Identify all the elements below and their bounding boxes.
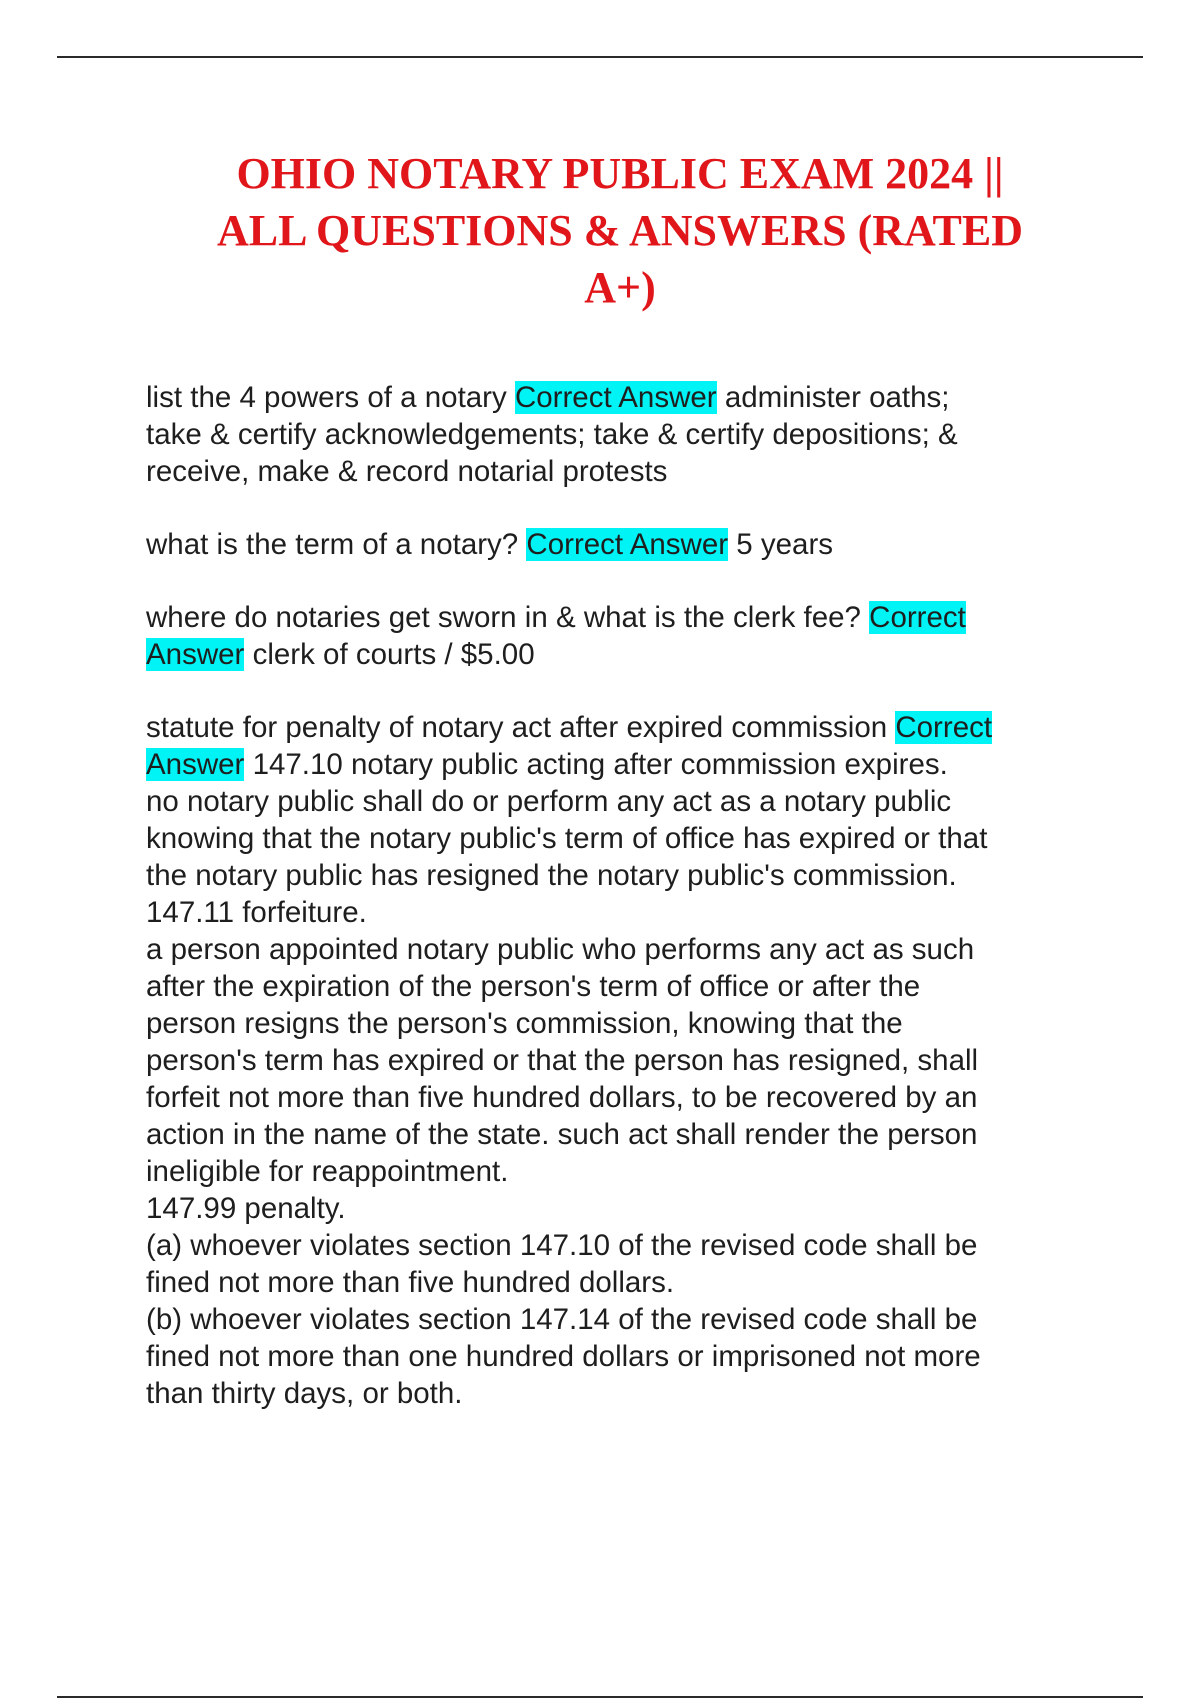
answer-line: knowing that the notary public's term of office has expired or that bbox=[146, 822, 988, 855]
title-line-1: OHIO NOTARY PUBLIC EXAM 2024 || bbox=[236, 149, 1004, 198]
answer-line: person resigns the person's commission, knowing that the bbox=[146, 1007, 903, 1040]
answer-marker: Correct bbox=[895, 711, 993, 744]
question-text: list the 4 powers of a notary bbox=[146, 381, 507, 414]
qa-line bbox=[146, 709, 1146, 746]
answer-marker: Correct Answer bbox=[526, 528, 729, 561]
question-text: where do notaries get sworn in & what is the clerk fee? bbox=[146, 601, 861, 634]
answer-line: after the expiration of the person's term of office or after the bbox=[146, 970, 921, 1003]
question-text: statute for penalty of notary act after expired commission bbox=[146, 711, 888, 744]
answer-line: (a) whoever violates section 147.10 of the revised code shall be bbox=[146, 1229, 978, 1262]
answer-line: action in the name of the state. such act shall render the person bbox=[146, 1118, 978, 1151]
answer-line: take & certify acknowledgements; take & certify depositions; & bbox=[146, 418, 958, 451]
answer-line: 147.99 penalty. bbox=[146, 1192, 346, 1225]
answer-line: 147.11 forfeiture. bbox=[146, 896, 367, 929]
title-line-3: A+) bbox=[584, 263, 656, 312]
answer-line: ineligible for reappointment. bbox=[146, 1155, 509, 1188]
answer-line: receive, make & record notarial protests bbox=[146, 455, 668, 488]
qa-line bbox=[146, 379, 1146, 416]
qa-line bbox=[146, 636, 1146, 673]
qa-item-term bbox=[146, 526, 1146, 563]
answer-line: fined not more than one hundred dollars or imprisoned not more bbox=[146, 1340, 981, 1373]
answer-marker: Correct Answer bbox=[514, 381, 717, 414]
qa-line bbox=[146, 746, 1146, 783]
qa-line bbox=[146, 526, 1146, 563]
qa-item-expired-commission bbox=[146, 709, 1146, 1412]
qa-item-powers bbox=[146, 379, 1146, 490]
qa-line bbox=[146, 599, 1146, 636]
answer-line: fined not more than five hundred dollars. bbox=[146, 1266, 675, 1299]
answer-line: the notary public has resigned the notary public's commission. bbox=[146, 859, 957, 892]
answer-line: than thirty days, or both. bbox=[146, 1377, 463, 1410]
qa-content bbox=[146, 379, 1146, 1448]
answer-text: clerk of courts / $5.00 bbox=[252, 638, 535, 671]
answer-marker: Answer bbox=[146, 748, 245, 781]
answer-text: 5 years bbox=[736, 528, 834, 561]
answer-line: person's term has expired or that the person has resigned, shall bbox=[146, 1044, 979, 1077]
answer-marker: Correct bbox=[869, 601, 966, 634]
answer-marker: Answer bbox=[146, 638, 245, 671]
qa-item-sworn-in bbox=[146, 599, 1146, 673]
answer-line: (b) whoever violates section 147.14 of the revised code shall be bbox=[146, 1303, 978, 1336]
title-line-2: ALL QUESTIONS & ANSWERS (RATED bbox=[216, 206, 1024, 255]
top-divider bbox=[57, 56, 1143, 58]
answer-line: forfeit not more than five hundred dollars, to be recovered by an bbox=[146, 1081, 978, 1114]
question-text: what is the term of a notary? bbox=[146, 528, 519, 561]
answer-text: administer oaths; bbox=[724, 381, 950, 414]
answer-text: 147.10 notary public acting after commission expires. bbox=[252, 748, 948, 781]
answer-line: a person appointed notary public who performs any act as such bbox=[146, 933, 975, 966]
answer-line: no notary public shall do or perform any act as a notary public bbox=[146, 785, 952, 818]
bottom-divider bbox=[57, 1696, 1143, 1698]
document-title bbox=[140, 145, 1100, 316]
